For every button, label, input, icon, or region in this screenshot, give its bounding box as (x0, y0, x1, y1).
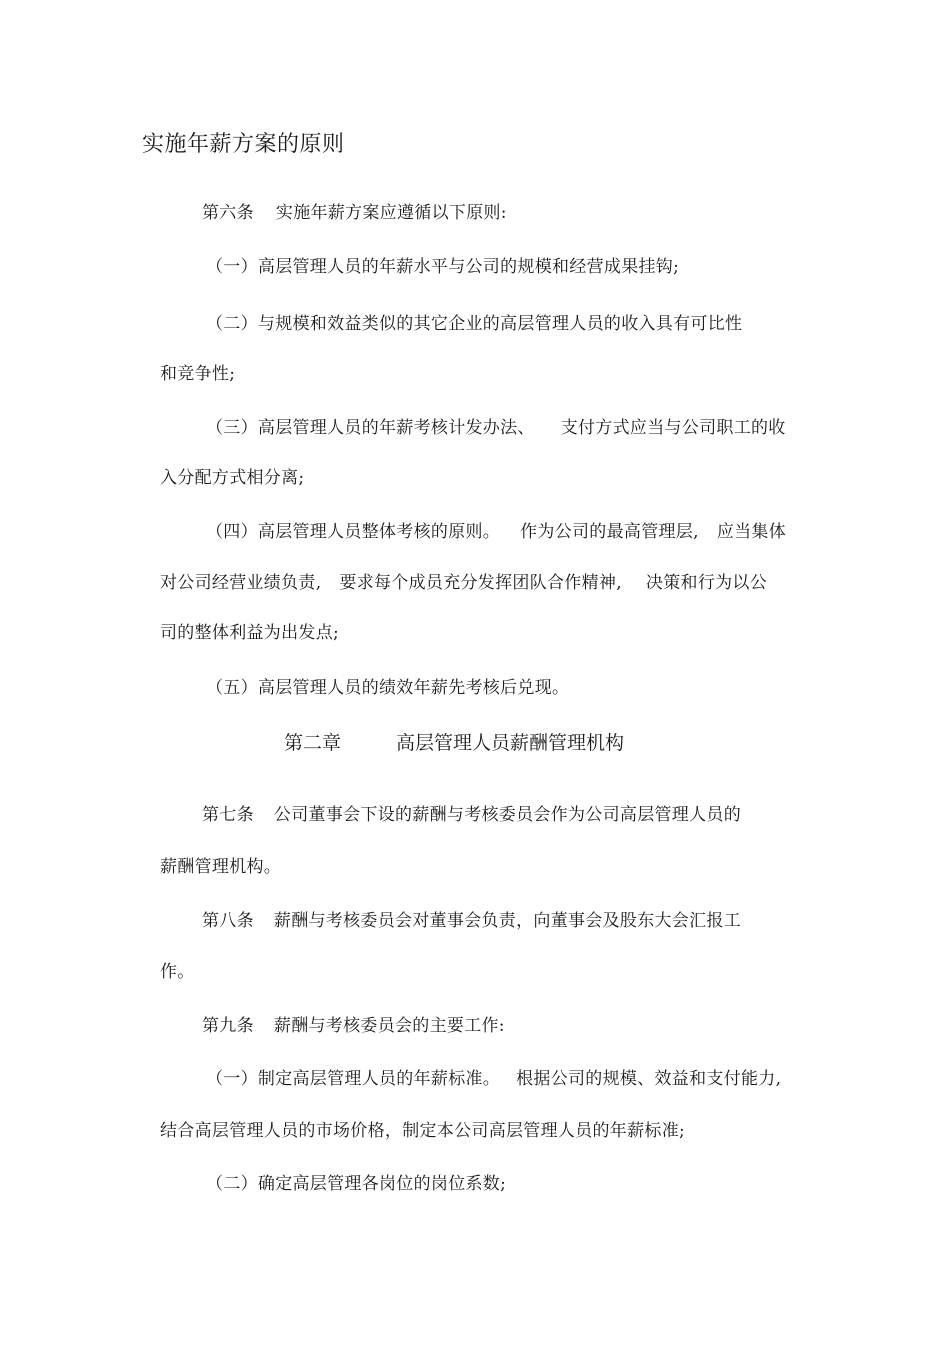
article-7-line-1 (202, 804, 741, 826)
article-9-item-2: （二）确定高层管理各岗位的岗位系数; (206, 1174, 507, 1194)
principle-4-part-c: 应当集体 (716, 522, 787, 542)
chapter-2-label: 第二章 (284, 732, 342, 754)
principle-1: （一）高层管理人员的年薪水平与公司的规模和经营成果挂钩; (206, 257, 680, 277)
article-8-text: 薪酬与考核委员会对董事会负责，向董事会及股东大会汇报工 (273, 911, 742, 931)
principle-4-part-f: 决策和行为以公 (645, 573, 768, 593)
principle-3-line-2: 入分配方式相分离; (160, 468, 305, 488)
principle-4-line-2 (160, 572, 767, 594)
principle-4-part-e: 要求每个成员充分发挥团队合作精神, (339, 573, 622, 593)
principle-4-line-3: 司的整体利益为出发点; (160, 623, 340, 643)
chapter-2-title: 高层管理人员薪酬管理机构 (396, 732, 625, 754)
principle-4-part-d: 对公司经营业绩负责, (160, 573, 322, 593)
principle-4-part-b: 作为公司的最高管理层, (520, 522, 699, 542)
article-8-line-1 (202, 910, 741, 932)
article-6-text: 实施年薪方案应遵循以下原则: (275, 203, 507, 223)
principle-5: （五）高层管理人员的绩效年薪先考核后兑现。 (206, 678, 570, 698)
article-6-label: 第六条 (202, 203, 254, 223)
principle-4-part-a: （四）高层管理人员整体考核的原则。 (206, 522, 501, 542)
principle-3-part-b: 支付方式应当与公司职工的收 (560, 418, 786, 438)
principle-2-line-1: （二）与规模和效益类似的其它企业的高层管理人员的收入具有可比性 (206, 314, 743, 334)
article-9-text: 薪酬与考核委员会的主要工作: (273, 1016, 505, 1036)
chapter-2-heading (284, 731, 624, 755)
article-9-item-1-part-a: （一）制定高层管理人员的年薪标准。 (206, 1069, 501, 1089)
principle-4-line-1 (206, 521, 786, 543)
article-8-line-2: 作。 (160, 962, 195, 982)
article-6 (202, 202, 507, 224)
principle-3-part-a: （三）高层管理人员的年薪考核计发办法、 (206, 418, 535, 438)
article-7-label: 第七条 (202, 805, 254, 825)
article-9 (202, 1015, 505, 1037)
article-8-label: 第八条 (202, 911, 254, 931)
article-9-item-1-line-2: 结合高层管理人员的市场价格，制定本公司高层管理人员的年薪标准; (160, 1121, 686, 1141)
article-9-item-1-line-1 (206, 1068, 781, 1090)
principle-3-line-1 (206, 417, 786, 439)
article-9-label: 第九条 (202, 1016, 254, 1036)
section-title: 实施年薪方案的原则 (142, 132, 345, 157)
principle-2-line-2: 和竞争性; (160, 364, 236, 384)
article-7-text: 公司董事会下设的薪酬与考核委员会作为公司高层管理人员的 (273, 805, 742, 825)
article-7-line-2: 薪酬管理机构。 (160, 857, 282, 877)
article-9-item-1-part-b: 根据公司的规模、效益和支付能力, (516, 1069, 782, 1089)
